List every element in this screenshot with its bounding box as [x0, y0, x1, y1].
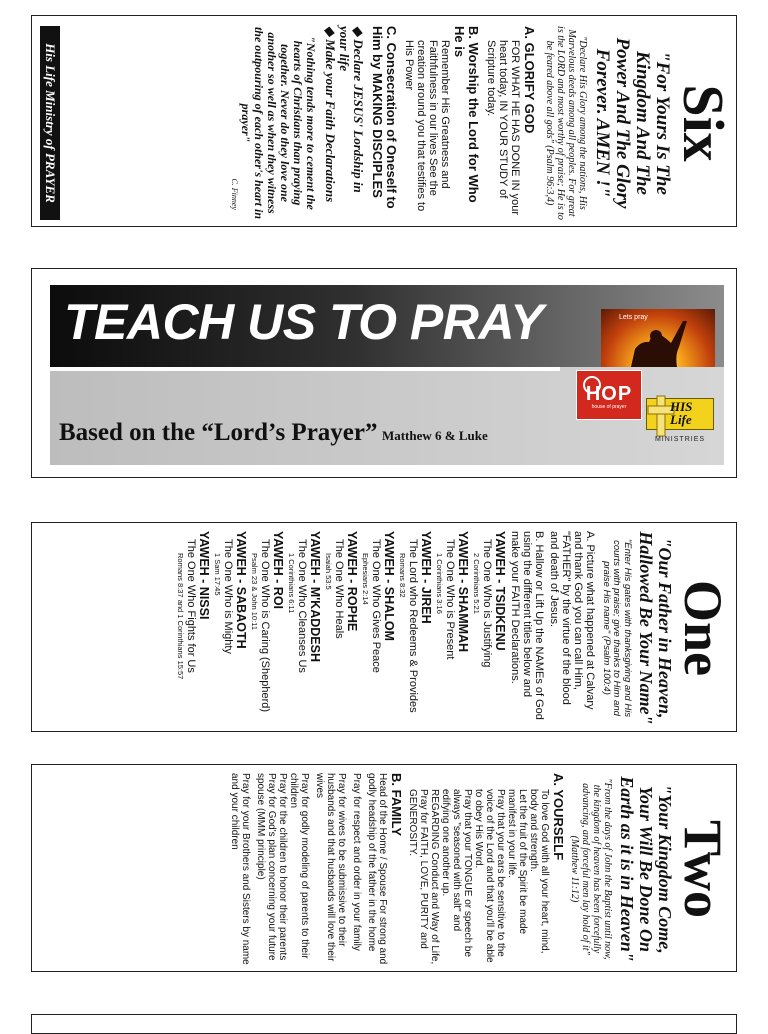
- god-name-desc: The One Who Fights for Us: [185, 539, 198, 673]
- god-name-ref: Ephesians 2:14: [361, 553, 371, 605]
- card-next-partial: [31, 1014, 737, 1034]
- two-section-a: A. YOURSELF: [551, 773, 566, 861]
- diamond-icon: ◆: [351, 26, 366, 40]
- god-name-entry: [473, 531, 507, 725]
- god-name: YAWEH - SHALOM: [382, 531, 397, 641]
- six-finney-attr: C. Finney: [230, 178, 239, 210]
- god-name: YAWEH - SHAMMAH: [456, 531, 471, 653]
- photo-caption: Lets pray: [619, 314, 648, 321]
- god-name-entry: [399, 531, 433, 725]
- card-two: [31, 764, 737, 972]
- one-quote: "Enter His gates with thanksgiving and His courts with praise; give thanks to Him and praise His name" (Psalm 100:4): [601, 538, 633, 718]
- six-section-c: C. Consecration of Oneself to Him by MAKING DISCIPLES: [370, 26, 399, 209]
- names-list: [177, 531, 507, 725]
- god-name-desc: The One Who is Caring (Shepherd): [259, 539, 272, 713]
- hop-logo-small: house of prayer: [591, 404, 627, 410]
- god-name-ref: Isaiah 53:5: [324, 553, 334, 590]
- six-section-b: B. Worship the Lord for Who He is: [452, 26, 481, 203]
- god-name: YAWEH - SABAOTH: [234, 531, 249, 649]
- god-name-ref: 1 Sam 17:45: [213, 553, 223, 596]
- god-name-ref: 1 Corinthians 6:11: [287, 553, 297, 614]
- card-one-content: [32, 523, 737, 732]
- god-name-entry: [251, 531, 285, 725]
- god-name: YAWEH - NISSI: [197, 531, 212, 620]
- god-name: YAWEH - M'KADDESH: [308, 531, 323, 662]
- family-list: [229, 773, 388, 965]
- ministry-strip: His Life Ministry of PRAYER: [40, 26, 60, 220]
- six-bullet-1-text: Declare JESUS' Lordship in your life: [337, 26, 366, 193]
- two-verse: "Your Kingdom Come, Your Will Be Done On Earth as it is in Heaven": [617, 776, 675, 962]
- yourself-list: [407, 789, 550, 965]
- hop-logo-text: HOP: [585, 383, 633, 405]
- god-name: YAWEH - ROI: [271, 531, 286, 610]
- list-item: Pray for your Brothers and Sisters by name and your children: [229, 773, 251, 965]
- banner-subtitle-row: [59, 419, 488, 447]
- one-number: One: [673, 579, 733, 676]
- god-name-entry: [288, 531, 322, 725]
- two-section-b: B. FAMILY: [389, 773, 404, 837]
- diamond-icon: ◆: [323, 26, 338, 40]
- list-item: Pray that your TONGUE or speech be always "seasoned with salt" and edifying one another up.: [440, 789, 473, 958]
- one-item-a: A. Picture what happened at Calvary and thank God you can call Him, "FATHER" by the virtue of the blood and death of Jesus.: [548, 531, 597, 710]
- one-item-b: B. Hallow or Lift Up the NAMEs of God using the different titles below and make your FAITH Declarations.: [509, 531, 546, 720]
- list-item: Let the fruit of the Spirit be made manifest in your life.: [506, 789, 528, 935]
- list-item: Pray for respect and order in your family: [351, 773, 362, 951]
- hislife-ministries: MINISTRIES: [654, 436, 706, 443]
- six-number: Six: [671, 84, 736, 162]
- hop-logo: [576, 370, 642, 420]
- banner-white-line: [50, 367, 560, 371]
- god-name-desc: The One Who is Justifying: [481, 539, 494, 668]
- god-name-entry: [177, 531, 211, 725]
- hislife-text: HIS Life: [670, 399, 693, 427]
- list-item: To love God with all your heart, mind, body and strength.: [528, 789, 550, 954]
- hop-flame-icon: [583, 376, 601, 394]
- card-six: [31, 15, 737, 227]
- god-name: YAWEH - TSIDKENU: [493, 531, 508, 651]
- god-name-desc: The One Who Cleanses Us: [296, 539, 309, 673]
- six-bullet-2: [323, 26, 337, 220]
- six-section-a-body: FOR WHAT HE HAS DONE IN your heart today, IN YOUR STUDY of Scripture today.: [485, 40, 521, 216]
- six-quote: "Declare His Glory among the nations, His Marvelous deeds among all peoples. For great is the LORD and most worthy of praise; He is to be feared above all gods" (Psalm 96:3,4): [544, 26, 588, 220]
- god-name-desc: The Lord who Redeems & Provides: [407, 539, 420, 713]
- list-item: Pray for wives to be submissive to their husbands and that husbands will love their wives: [314, 773, 347, 962]
- card-one: [31, 522, 737, 732]
- banner-reference: Matthew 6 & Luke: [381, 428, 488, 443]
- six-section-b-body: Remember His Greatness and Faithfulness in our lives See the creation around you that testifies to His Power: [403, 40, 451, 212]
- god-name-entry: [436, 531, 470, 725]
- two-number: Two: [673, 819, 733, 918]
- hislife-logo: [642, 398, 714, 458]
- banner-title: TEACH US TO PRAY: [64, 294, 544, 350]
- six-verse: "For Yours Is The Kingdom And The Power And The Glory Forever. AMEN !": [592, 37, 673, 209]
- god-name-ref: Romans 8:32: [398, 553, 408, 598]
- god-name-ref: 2 Corinthians 5:21: [472, 553, 482, 614]
- list-item: Head of the Home / Spouse For strong and godly headship of the father in the home: [366, 773, 388, 965]
- banner-card: [31, 268, 737, 478]
- god-name-ref: 1 Corinthians 3:16: [435, 553, 445, 614]
- god-name-entry: [325, 531, 359, 725]
- god-name: YAWEH - JIREH: [419, 531, 434, 624]
- list-item: REGARDING Conduct and Way of Life, Pray for FAITH, LOVE, PURITY and GENEROSITY.: [407, 789, 440, 965]
- god-name: YAWEH - ROPHE: [345, 531, 360, 632]
- list-item: Pray for the children to honor their parents: [277, 773, 288, 961]
- god-name-desc: The One Who Heals: [333, 539, 346, 639]
- list-item: Pray that your ears be sensitive to the voice of the Lord and that you'll be able to obey His Word.: [473, 789, 506, 963]
- god-name-desc: The One Who is Present: [444, 539, 457, 660]
- six-finney-quote: "Nothing tends more to cement the hearts of Christians than praying together. Never do they love one another so well as when they witness the outpouring of each other's heart in prayer": [239, 26, 318, 220]
- two-quote: "From the days of John the Baptist until now, the kingdom of heaven has been forcefully advancing, and forceful men lay hold of it" (Matthew 11:12): [569, 778, 613, 960]
- god-name-ref: Psalm 23 & John 10:11: [250, 553, 260, 630]
- god-name-ref: Romans 8:37 and 1 Corinthians 15:57: [176, 553, 186, 680]
- god-name-entry: [214, 531, 248, 725]
- list-item: Pray for God's plan concerning your future spouse (MMM principle): [255, 773, 277, 961]
- card-six-content: [32, 16, 737, 227]
- one-verse: "Our Father in Heaven, Hallowed Be Your Name": [636, 531, 675, 725]
- card-two-content: [32, 765, 737, 972]
- praying-person-icon: [601, 309, 715, 367]
- god-name-desc: The One Who is Mighty: [222, 539, 235, 654]
- banner-subtitle: Based on the “Lord’s Prayer”: [59, 419, 378, 446]
- list-item: Pray for godly modeling of parents to their children: [288, 773, 310, 959]
- six-section-a: A. GLORIFY GOD: [522, 26, 537, 134]
- six-bullet-1: [337, 26, 365, 220]
- god-name-entry: [362, 531, 396, 725]
- six-bullet-2-text: Make your Faith Declarations: [323, 39, 338, 203]
- prayer-photo: [601, 309, 715, 367]
- god-name-desc: The One Who Gives Peace: [370, 539, 383, 673]
